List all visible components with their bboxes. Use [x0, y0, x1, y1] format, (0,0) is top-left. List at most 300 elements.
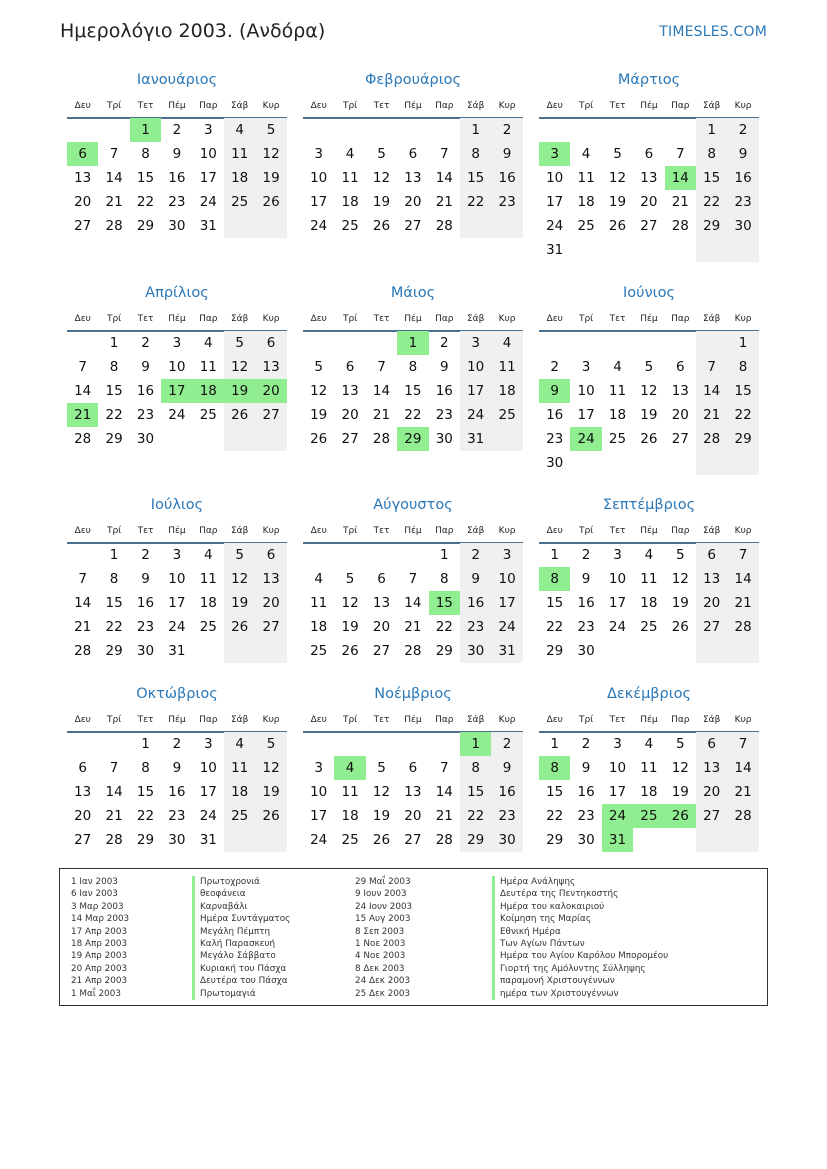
holiday-date: 24 Δεκ 2003 [355, 976, 411, 987]
day-cell: 18 [224, 166, 255, 190]
day-cell: 8 [141, 146, 150, 162]
day-cell: 30 [435, 431, 453, 447]
day-cell: 23 [491, 804, 522, 828]
day-cell: 26 [310, 431, 328, 447]
day-cell: 26 [671, 619, 689, 635]
day-cell: 25 [224, 190, 255, 214]
day-cell: 8 [460, 142, 491, 166]
day-cell: 3 [172, 335, 182, 351]
day-cell: 30 [136, 643, 155, 659]
holiday-name: ημέρα των Χριστουγέννων [492, 988, 668, 1000]
weekday-label: Δευ [546, 526, 563, 536]
month-name: Μάρτιος [617, 72, 681, 88]
weekend-empty-cell [696, 639, 727, 663]
weekend-empty-cell [727, 639, 758, 663]
weekday-label: Τρί [106, 526, 122, 536]
weekday-label: Τρί [578, 715, 594, 725]
holiday-day-cell: 26 [665, 804, 696, 828]
month-name: Αύγουστος [373, 497, 453, 513]
day-cell: 19 [255, 166, 286, 190]
page-title: Ημερολόγιο 2003. (Ανδόρα) [60, 20, 326, 42]
weekday-label: Δευ [546, 101, 563, 111]
day-cell: 14 [727, 756, 758, 780]
day-cell: 29 [136, 832, 155, 848]
holiday-name: Μεγάλη Πέμπτη [192, 926, 290, 938]
day-cell: 28 [435, 218, 453, 234]
day-cell: 28 [404, 643, 422, 659]
weekday-label: Πέμ [404, 314, 422, 324]
holiday-day-cell: 18 [193, 379, 224, 403]
holiday-name: Πρωτομαγιά [192, 988, 290, 1000]
day-cell: 20 [341, 407, 359, 423]
weekday-label: Σάβ [231, 715, 249, 725]
day-cell: 16 [577, 784, 595, 800]
day-cell: 9 [491, 142, 522, 166]
holiday-name: Πρωτοχρονιά [192, 876, 290, 888]
holiday-name: Γιορτή της Αμόλυντης Σύλληψης [492, 963, 668, 975]
holiday-day-cell: 8 [539, 567, 570, 591]
weekday-label: Τετ [137, 101, 154, 111]
weekday-label: Παρ [199, 101, 218, 111]
day-cell: 26 [608, 218, 627, 234]
day-cell: 12 [310, 383, 328, 399]
holiday-date: 24 Ιουν 2003 [355, 901, 413, 912]
day-cell: 11 [224, 756, 255, 780]
day-cell: 30 [577, 643, 595, 659]
day-cell: 28 [105, 218, 123, 234]
day-cell: 19 [640, 407, 658, 423]
day-cell: 7 [78, 359, 87, 375]
day-cell: 28 [727, 804, 758, 828]
weekday-label: Κυρ [498, 526, 516, 536]
holiday-date: 8 Δεκ 2003 [355, 963, 405, 974]
day-cell: 16 [435, 383, 453, 399]
day-cell: 4 [644, 547, 654, 563]
day-cell: 26 [640, 431, 658, 447]
day-cell: 3 [581, 359, 591, 375]
day-cell: 30 [168, 218, 186, 234]
day-cell: 31 [168, 643, 186, 659]
weekday-label: Παρ [199, 526, 218, 536]
day-cell: 15 [136, 784, 155, 800]
day-cell: 6 [644, 146, 654, 162]
day-cell: 20 [372, 619, 391, 635]
holiday-date: 18 Απρ 2003 [71, 938, 128, 949]
day-cell: 11 [310, 595, 328, 611]
month-name: Νοέμβριος [374, 686, 452, 702]
day-cell: 13 [696, 756, 727, 780]
holiday-date: 15 Αυγ 2003 [355, 914, 411, 925]
holiday-date: 21 Απρ 2003 [71, 976, 128, 987]
weekday-label: Πέμ [168, 715, 186, 725]
day-cell: 29 [435, 643, 453, 659]
day-cell: 17 [310, 194, 328, 210]
day-cell: 17 [608, 784, 627, 800]
weekday-label: Παρ [435, 526, 454, 536]
day-cell: 4 [203, 335, 213, 351]
day-cell: 25 [199, 619, 217, 635]
holiday-name: Καρναβάλι [192, 901, 290, 913]
day-cell: 20 [404, 194, 422, 210]
day-cell: 21 [671, 194, 689, 210]
day-cell: 13 [404, 170, 422, 186]
day-cell: 16 [136, 595, 155, 611]
day-cell: 13 [74, 784, 92, 800]
day-cell: 16 [168, 170, 186, 186]
day-cell: 23 [491, 190, 522, 214]
month-name: Ιούλιος [150, 497, 204, 513]
day-cell: 4 [491, 331, 522, 355]
weekend-empty-cell [696, 331, 727, 355]
day-cell: 20 [671, 407, 689, 423]
day-cell: 18 [608, 407, 627, 423]
weekday-label: Δευ [74, 314, 91, 324]
day-cell: 11 [491, 355, 522, 379]
day-cell: 27 [255, 615, 286, 639]
holiday-day-cell: 9 [539, 379, 570, 403]
day-cell: 18 [224, 780, 255, 804]
day-cell: 25 [341, 218, 359, 234]
weekday-label: Κυρ [734, 715, 752, 725]
day-cell: 10 [310, 784, 328, 800]
weekend-empty-cell [224, 214, 255, 238]
day-cell: 3 [172, 547, 182, 563]
holiday-day-cell: 6 [67, 142, 98, 166]
day-cell: 23 [136, 619, 155, 635]
day-cell: 14 [404, 595, 422, 611]
weekday-label: Τετ [609, 715, 626, 725]
day-cell: 30 [727, 214, 758, 238]
day-cell: 19 [372, 808, 391, 824]
day-cell: 22 [727, 403, 758, 427]
month-name: Ιανουάριος [136, 72, 218, 88]
day-cell: 9 [581, 571, 591, 587]
weekend-empty-cell [696, 451, 727, 475]
day-cell: 9 [581, 760, 591, 776]
day-cell: 22 [105, 407, 123, 423]
day-cell: 23 [727, 190, 758, 214]
day-cell: 2 [141, 335, 150, 351]
day-cell: 1 [727, 331, 758, 355]
day-cell: 29 [105, 643, 123, 659]
day-cell: 5 [255, 732, 286, 756]
weekend-empty-cell [727, 451, 758, 475]
weekday-label: Σάβ [467, 101, 485, 111]
day-cell: 31 [491, 639, 522, 663]
day-cell: 13 [255, 355, 286, 379]
day-cell: 8 [408, 359, 418, 375]
day-cell: 16 [577, 595, 595, 611]
month-name: Ιούνιος [623, 285, 675, 301]
day-cell: 4 [613, 359, 622, 375]
day-cell: 17 [460, 379, 491, 403]
day-cell: 5 [224, 543, 255, 567]
day-cell: 1 [460, 118, 491, 142]
day-cell: 20 [404, 808, 422, 824]
holiday-name: Δευτέρα του Πάσχα [192, 975, 290, 987]
day-cell: 4 [224, 732, 255, 756]
day-cell: 8 [109, 359, 119, 375]
day-cell: 22 [546, 619, 564, 635]
day-cell: 6 [377, 571, 386, 587]
day-cell: 27 [696, 804, 727, 828]
holiday-name: θεοφάνεια [192, 888, 290, 900]
holiday-day-cell: 17 [161, 379, 192, 403]
day-cell: 5 [377, 760, 386, 776]
day-cell: 3 [203, 122, 213, 138]
weekday-label: Τρί [578, 526, 594, 536]
day-cell: 22 [136, 194, 155, 210]
holiday-names-column-1 [192, 876, 290, 1000]
holiday-date: 1 Μαΐ 2003 [71, 988, 121, 999]
day-cell: 28 [727, 615, 758, 639]
day-cell: 5 [675, 736, 685, 752]
day-cell: 27 [341, 431, 359, 447]
day-cell: 4 [203, 547, 213, 563]
day-cell: 30 [168, 832, 186, 848]
day-cell: 19 [255, 780, 286, 804]
day-cell: 2 [491, 118, 522, 142]
day-cell: 1 [109, 547, 119, 563]
day-cell: 14 [372, 383, 391, 399]
day-cell: 21 [372, 407, 391, 423]
day-cell: 24 [310, 218, 328, 234]
day-cell: 1 [439, 547, 449, 563]
day-cell: 11 [341, 784, 359, 800]
day-cell: 8 [696, 142, 727, 166]
day-cell: 27 [74, 832, 92, 848]
weekday-label: Παρ [435, 715, 454, 725]
day-cell: 18 [640, 784, 658, 800]
day-cell: 16 [460, 591, 491, 615]
day-cell: 18 [341, 194, 359, 210]
weekday-label: Πέμ [404, 101, 422, 111]
day-cell: 29 [105, 431, 123, 447]
holiday-name: παραμονή Χριστουγέννων [492, 975, 668, 987]
weekend-empty-cell [255, 828, 286, 852]
weekday-label: Παρ [671, 314, 690, 324]
day-cell: 27 [640, 218, 658, 234]
weekday-label: Σάβ [703, 715, 721, 725]
day-cell: 12 [608, 170, 627, 186]
weekday-label: Τετ [373, 526, 390, 536]
weekday-label: Παρ [435, 101, 454, 111]
day-cell: 30 [136, 431, 155, 447]
day-cell: 24 [310, 832, 328, 848]
day-cell: 17 [199, 170, 217, 186]
day-cell: 26 [372, 832, 391, 848]
brand-link[interactable]: TIMESLES.COM [659, 24, 767, 40]
weekday-label: Παρ [435, 314, 454, 324]
day-cell: 27 [671, 431, 689, 447]
day-cell: 6 [696, 543, 727, 567]
weekend-empty-cell [224, 828, 255, 852]
day-cell: 19 [341, 619, 359, 635]
day-cell: 19 [224, 591, 255, 615]
day-cell: 5 [377, 146, 386, 162]
day-cell: 19 [310, 407, 328, 423]
day-cell: 22 [136, 808, 155, 824]
holiday-names-column-2 [492, 876, 668, 1000]
weekend-empty-cell [491, 214, 522, 238]
day-cell: 27 [74, 218, 92, 234]
day-cell: 3 [314, 760, 323, 776]
day-cell: 26 [224, 403, 255, 427]
day-cell: 10 [491, 567, 522, 591]
weekday-label: Κυρ [734, 101, 752, 111]
holiday-name: Εθνική Ημέρα [492, 926, 668, 938]
day-cell: 13 [74, 170, 92, 186]
day-cell: 29 [546, 643, 564, 659]
day-cell: 22 [435, 619, 453, 635]
holiday-date: 14 Μαρ 2003 [71, 914, 130, 925]
holiday-dates-column-2 [355, 876, 412, 1000]
weekday-label: Κυρ [498, 101, 516, 111]
weekday-label: Τρί [578, 314, 594, 324]
day-cell: 21 [696, 403, 727, 427]
holiday-date: 25 Δεκ 2003 [355, 988, 411, 999]
day-cell: 13 [640, 170, 658, 186]
day-cell: 17 [491, 591, 522, 615]
day-cell: 30 [546, 455, 564, 471]
weekend-empty-cell [696, 828, 727, 852]
day-cell: 26 [372, 218, 391, 234]
day-cell: 12 [341, 595, 359, 611]
day-cell: 28 [74, 431, 92, 447]
day-cell: 14 [105, 170, 123, 186]
day-cell: 18 [341, 808, 359, 824]
weekday-label: Τετ [137, 314, 154, 324]
day-cell: 11 [640, 571, 658, 587]
holiday-name: Καλή Παρασκευή [192, 938, 290, 950]
holiday-day-cell: 24 [602, 804, 633, 828]
day-cell: 14 [105, 784, 123, 800]
day-cell: 14 [74, 595, 92, 611]
weekday-label: Τρί [578, 101, 594, 111]
day-cell: 16 [168, 784, 186, 800]
day-cell: 29 [727, 427, 758, 451]
day-cell: 23 [577, 808, 595, 824]
holiday-day-cell: 24 [570, 427, 601, 451]
day-cell: 22 [460, 190, 491, 214]
day-cell: 6 [255, 331, 286, 355]
weekday-label: Δευ [310, 526, 327, 536]
holiday-date: 3 Μαρ 2003 [71, 901, 124, 912]
day-cell: 26 [255, 190, 286, 214]
day-cell: 17 [310, 808, 328, 824]
day-cell: 1 [696, 118, 727, 142]
weekday-label: Τρί [106, 314, 122, 324]
day-cell: 11 [199, 359, 217, 375]
holiday-day-cell: 1 [397, 331, 428, 355]
day-cell: 14 [74, 383, 92, 399]
day-cell: 12 [255, 756, 286, 780]
holiday-date: 20 Απρ 2003 [71, 963, 128, 974]
holiday-day-cell: 15 [429, 591, 460, 615]
day-cell: 18 [199, 595, 217, 611]
day-cell: 10 [608, 571, 627, 587]
day-cell: 8 [439, 571, 449, 587]
day-cell: 7 [675, 146, 685, 162]
weekday-label: Κυρ [262, 101, 280, 111]
day-cell: 18 [310, 619, 328, 635]
day-cell: 12 [372, 170, 391, 186]
holiday-date: 9 Ιουν 2003 [355, 889, 407, 900]
weekday-label: Δευ [310, 101, 327, 111]
day-cell: 22 [105, 619, 123, 635]
day-cell: 14 [435, 784, 453, 800]
day-cell: 1 [141, 736, 150, 752]
weekday-label: Πέμ [404, 715, 422, 725]
weekday-label: Κυρ [262, 526, 280, 536]
day-cell: 6 [408, 760, 418, 776]
day-cell: 3 [613, 547, 622, 563]
holiday-day-cell: 14 [665, 166, 696, 190]
day-cell: 3 [203, 736, 213, 752]
weekday-label: Τετ [609, 101, 626, 111]
day-cell: 7 [439, 760, 449, 776]
day-cell: 27 [696, 615, 727, 639]
day-cell: 25 [199, 407, 217, 423]
day-cell: 21 [727, 591, 758, 615]
weekend-empty-cell [255, 427, 286, 451]
holiday-date: 8 Σεπ 2003 [355, 926, 405, 937]
month-name: Απρίλιος [145, 285, 209, 301]
day-cell: 2 [581, 736, 591, 752]
holiday-name: Ημέρα Συντάγματος [192, 913, 290, 925]
day-cell: 4 [224, 118, 255, 142]
day-cell: 5 [224, 331, 255, 355]
day-cell: 15 [460, 166, 491, 190]
day-cell: 5 [255, 118, 286, 142]
day-cell: 25 [341, 832, 359, 848]
day-cell: 12 [671, 571, 689, 587]
day-cell: 7 [377, 359, 386, 375]
day-cell: 26 [255, 804, 286, 828]
day-cell: 2 [460, 543, 491, 567]
day-cell: 12 [372, 784, 391, 800]
day-cell: 17 [546, 194, 564, 210]
day-cell: 28 [671, 218, 689, 234]
day-cell: 27 [372, 643, 391, 659]
day-cell: 24 [491, 615, 522, 639]
day-cell: 22 [460, 804, 491, 828]
holiday-name: Ημέρα Ανάληψης [492, 876, 668, 888]
day-cell: 5 [644, 359, 654, 375]
day-cell: 10 [460, 355, 491, 379]
weekday-label: Δευ [74, 715, 91, 725]
day-cell: 10 [168, 571, 186, 587]
day-cell: 22 [546, 808, 564, 824]
day-cell: 24 [460, 403, 491, 427]
day-cell: 28 [696, 427, 727, 451]
day-cell: 16 [136, 383, 155, 399]
day-cell: 28 [105, 832, 123, 848]
day-cell: 16 [546, 407, 564, 423]
weekend-empty-cell [255, 214, 286, 238]
day-cell: 26 [224, 615, 255, 639]
day-cell: 11 [224, 142, 255, 166]
day-cell: 24 [199, 194, 217, 210]
day-cell: 11 [199, 571, 217, 587]
holiday-name: Ημέρα του Αγίου Καρόλου Μπορομέου [492, 950, 668, 962]
weekday-label: Τρί [342, 314, 358, 324]
holiday-date: 17 Απρ 2003 [71, 926, 128, 937]
day-cell: 29 [460, 828, 491, 852]
weekday-label: Σάβ [703, 314, 721, 324]
weekday-label: Παρ [199, 314, 218, 324]
day-cell: 24 [199, 808, 217, 824]
